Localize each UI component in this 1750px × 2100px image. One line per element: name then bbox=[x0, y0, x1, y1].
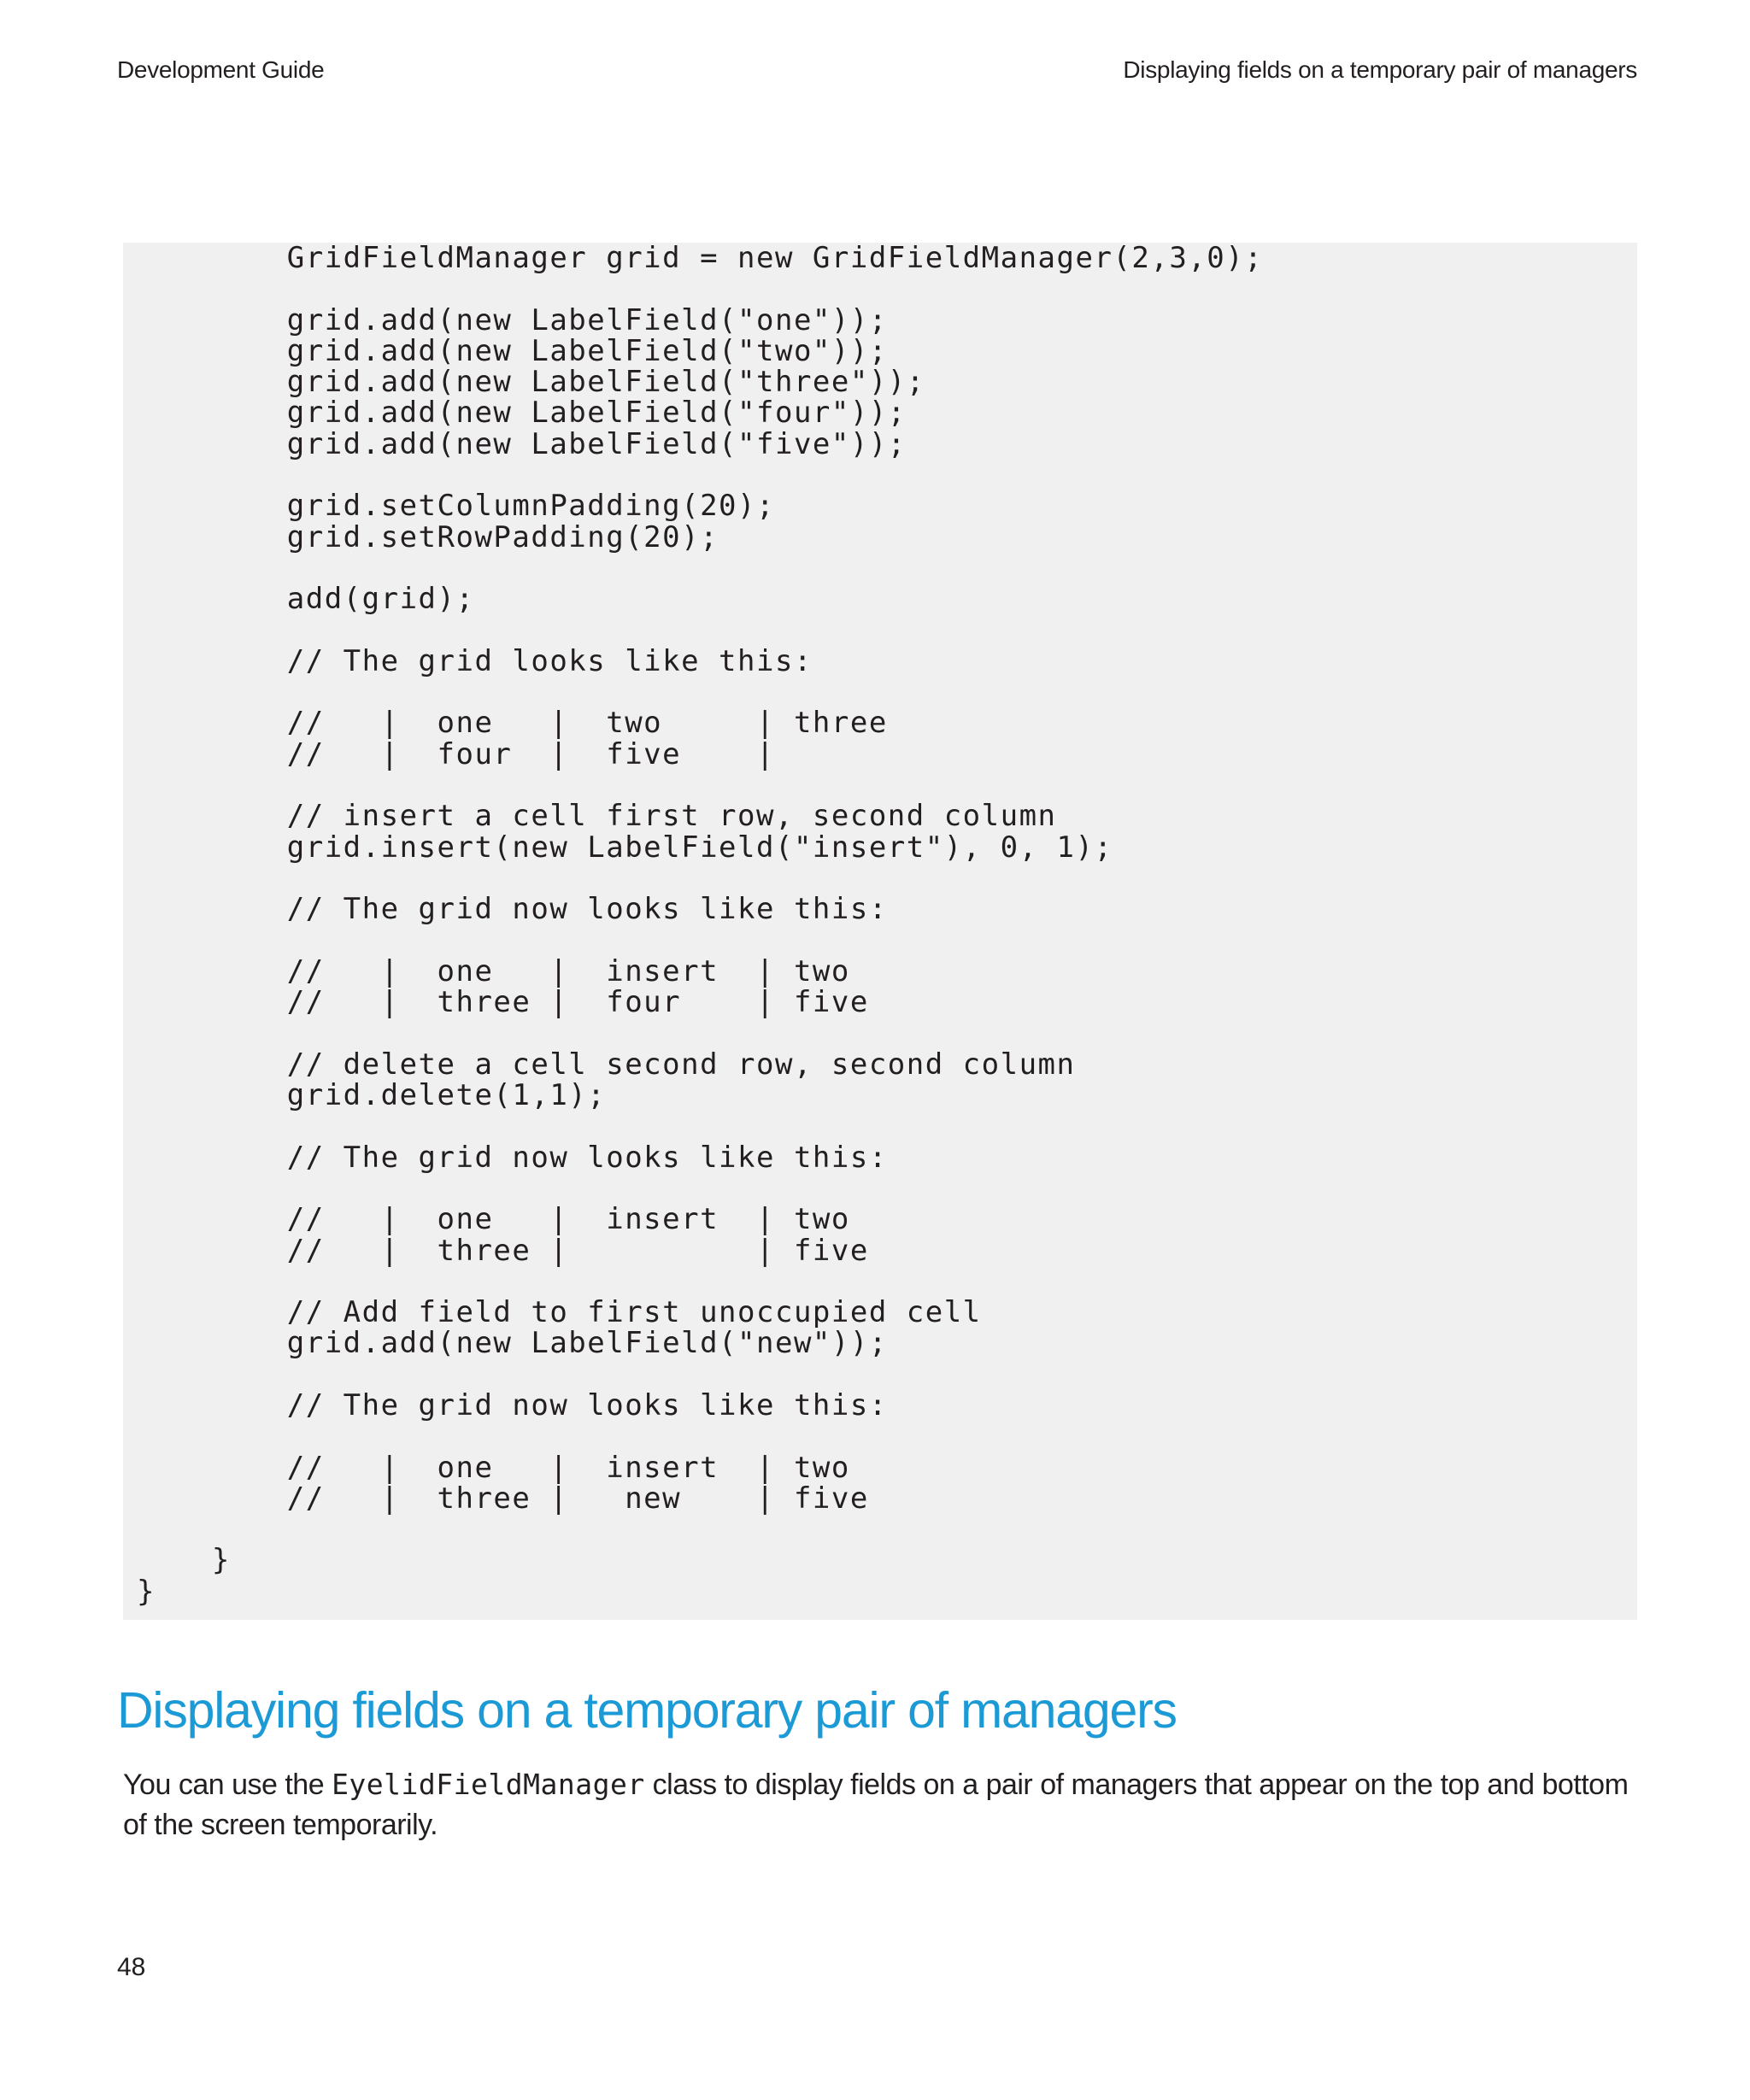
section-title: Displaying fields on a temporary pair of managers bbox=[117, 1682, 1177, 1739]
class-name-code: EyelidFieldManager bbox=[332, 1768, 645, 1801]
code-listing: GridFieldManager grid = new GridFieldManager(2,3,0); grid.add(new LabelField("one")); grid.add(new LabelField("two")); grid.add(new LabelField("three")); grid.add(new LabelField("four")); grid.add(new LabelField("five")); grid.setColumnPadding(20); grid.setRowPadding(20); add(grid); // The grid looks like this: // | one | two | three // | four | five | // insert a cell first row, second column grid.insert(new LabelField("insert"), 0, 1); // The grid now looks like this: // | one | insert | two // | three | four | five // delete a cell second row, second column grid.delete(1,1); // The grid now looks like this: // | one | insert | two // | three | | five // Add field to first unoccupied cell grid.add(new LabelField("new")); // The grid now looks like this: // | one | insert | two // | three | new | five } } bbox=[137, 243, 1264, 1609]
page-number: 48 bbox=[117, 1953, 146, 1981]
code-block bbox=[123, 243, 1637, 1620]
intro-paragraph bbox=[123, 1764, 1637, 1845]
running-header-left: Development Guide bbox=[117, 56, 325, 83]
paragraph-text-after: class to display fields on a pair of managers that appear on the top and bottom of the screen temporarily. bbox=[123, 1769, 1629, 1841]
running-header-right: Displaying fields on a temporary pair of managers bbox=[1123, 56, 1637, 83]
paragraph-text-before: You can use the bbox=[123, 1769, 332, 1801]
